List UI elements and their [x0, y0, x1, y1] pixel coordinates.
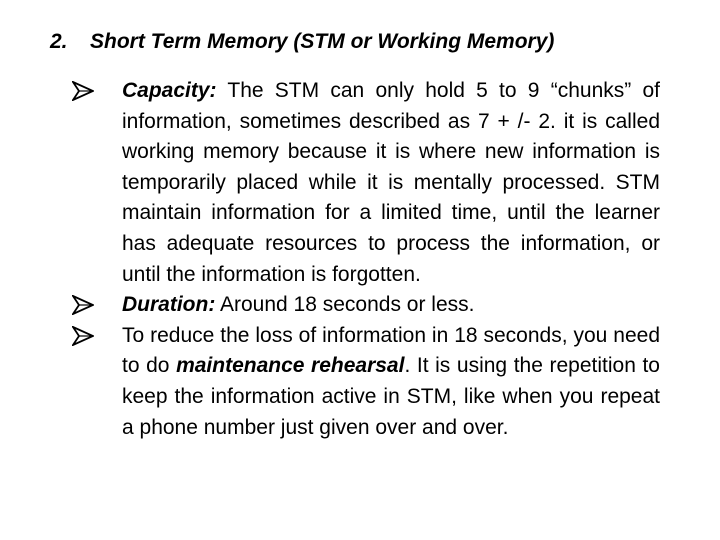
duration-term: Duration:	[122, 293, 216, 317]
capacity-term: Capacity:	[122, 79, 217, 102]
bullet-capacity	[72, 76, 660, 290]
capacity-text: The STM can only hold 5 to 9 “chunks” of information, sometimes described as 7 + /- 2. it is called working memory because it is where new information is temporarily placed while it is mentally processed. STM maintain information for a limited time, until the learner has adequate resources to process the information, or until the information is forgotten.	[122, 79, 660, 286]
bullet-list	[72, 76, 660, 443]
rehearsal-text-before: To reduce the loss of information in 18 seconds, you need to do	[122, 323, 660, 378]
arrow-bullet-icon	[72, 76, 98, 106]
section-heading	[50, 30, 554, 54]
arrow-bullet-icon	[72, 290, 98, 320]
bullet-duration	[72, 290, 660, 321]
rehearsal-term: maintenance rehearsal	[176, 354, 405, 378]
section-number: 2.	[50, 30, 68, 53]
bullet-rehearsal	[72, 321, 660, 443]
section-title: Short Term Memory (STM or Working Memory)	[90, 30, 555, 53]
rehearsal-text-after: . It is using the repetition to keep the information active in STM, like when you repeat a phone number just given over and over.	[122, 354, 660, 439]
arrow-bullet-icon	[72, 321, 98, 351]
duration-text: Around 18 seconds or less.	[215, 293, 475, 317]
